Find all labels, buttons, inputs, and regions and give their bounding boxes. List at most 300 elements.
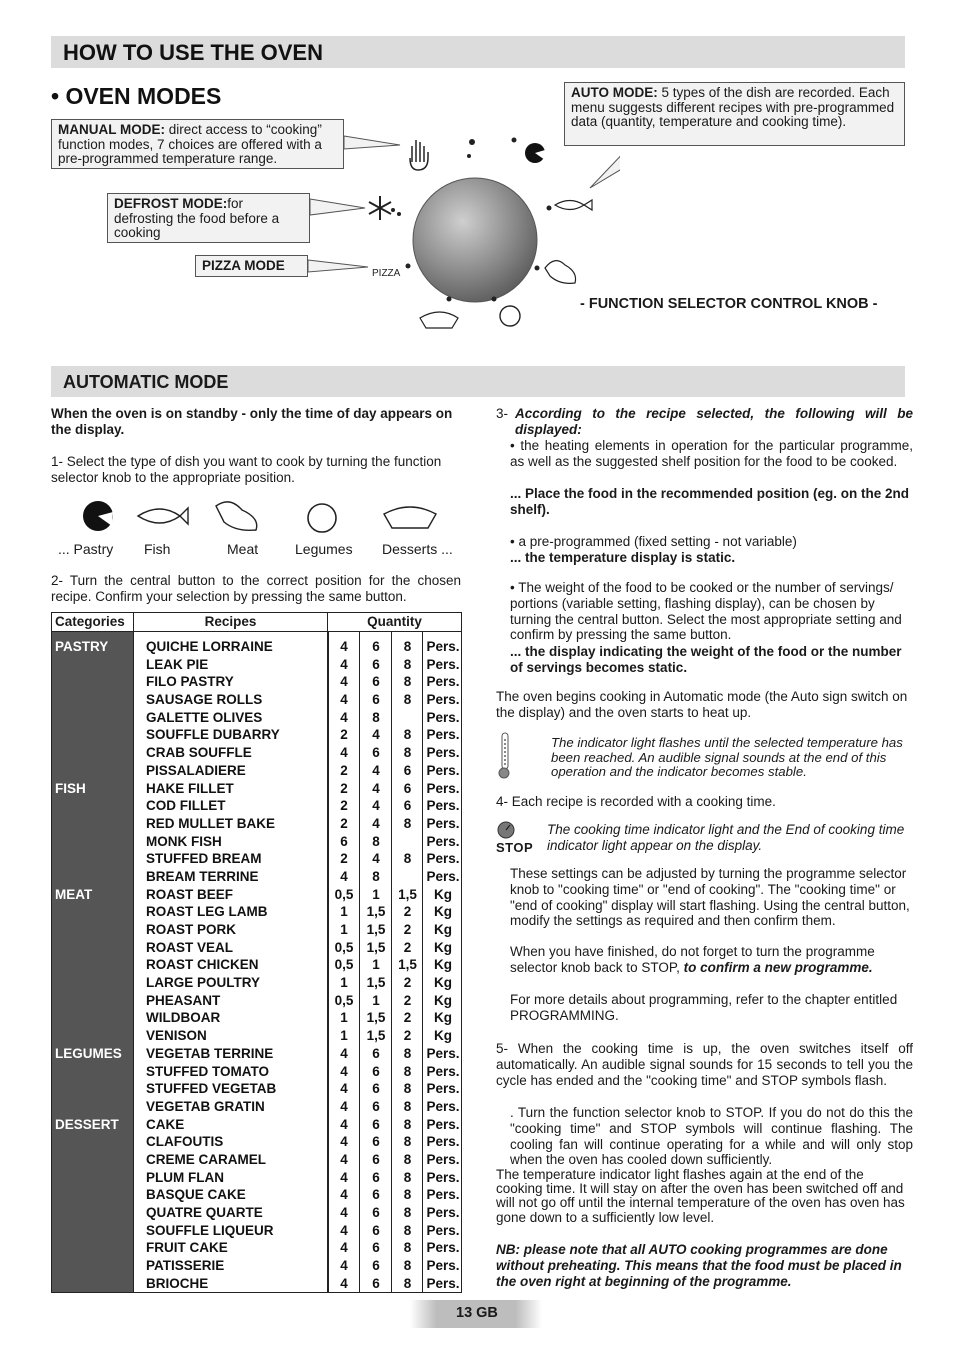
quantity-cell: 6: [372, 1116, 380, 1132]
step-3-place-food: ... Place the food in the recommended position (eg. on the 2nd shelf).: [510, 486, 910, 517]
table-row: [52, 815, 462, 833]
dessert-icon: [420, 312, 458, 328]
recipe-cell: PHEASANT: [146, 992, 221, 1008]
defrost-pointer: [310, 199, 365, 215]
quantity-cell: 8: [403, 1258, 412, 1274]
manual-pointer: [344, 136, 400, 149]
recipe-cell: RED MULLET BAKE: [146, 815, 275, 831]
category-cell: [52, 1133, 134, 1151]
table-row: [52, 1027, 462, 1045]
category-cell: [52, 744, 134, 762]
position-dot: [391, 208, 395, 212]
table-row: [52, 1257, 462, 1275]
quantity-cell: 6: [372, 1151, 380, 1167]
recipe-cell: CLAFOUTIS: [146, 1134, 224, 1150]
recipe-cell: PLUM FLAN: [146, 1169, 224, 1185]
unit-cell: Pers.: [426, 727, 460, 743]
oven-begins-text: The oven begins cooking in Automatic mode (the Auto sign switch on the display) and the oven starts to heat up.: [496, 689, 908, 720]
category-cell: [52, 1204, 134, 1222]
quantity-cell: 1: [372, 992, 380, 1008]
quantity-cell: 1: [372, 886, 380, 902]
category-cell: [52, 815, 134, 833]
category-cell: [52, 1063, 134, 1081]
unit-cell: Pers.: [426, 656, 460, 672]
recipe-cell: PATISSERIE: [146, 1258, 225, 1274]
table-row: [52, 850, 462, 868]
quantity-cell: 4: [340, 1098, 348, 1114]
quantity-cell: 6: [372, 674, 380, 690]
recipe-cell: COD FILLET: [146, 798, 226, 814]
quantity-cell: 6: [403, 798, 412, 814]
category-cell: [52, 1080, 134, 1098]
thermometer-icon: [494, 731, 516, 781]
table-row: [52, 974, 462, 992]
meat-icon: [216, 502, 257, 530]
unit-cell: Pers.: [426, 692, 460, 708]
category-cell: [52, 1257, 134, 1275]
quantity-cell: 8: [403, 727, 412, 743]
quantity-cell: 8: [403, 1205, 412, 1220]
quantity-cell: 4: [340, 868, 348, 884]
quantity-cell: 1,5: [366, 922, 386, 937]
table-row: [52, 1186, 462, 1204]
table-row: [52, 691, 462, 709]
header-quantity: Quantity: [367, 614, 422, 629]
quantity-cell: 2: [403, 904, 412, 920]
quantity-cell: 1,5: [366, 939, 386, 955]
category-cell: [52, 1169, 134, 1187]
table-row: [52, 956, 462, 974]
recipe-cell: LEAK PIE: [146, 656, 209, 672]
category-cell: [52, 1222, 134, 1240]
table-row: [52, 656, 462, 674]
quantity-cell: 8: [403, 1275, 412, 1291]
position-dot: [547, 206, 552, 211]
category-cell: [52, 1186, 134, 1204]
table-row: [52, 1151, 462, 1169]
unit-cell: Pers.: [426, 1205, 460, 1220]
table-row: [52, 780, 462, 798]
category-cell: [52, 992, 134, 1010]
unit-cell: Pers.: [426, 1275, 460, 1291]
table-row: [52, 939, 462, 957]
quantity-cell: 4: [340, 1240, 348, 1256]
recipe-cell: QUATRE QUARTE: [146, 1205, 263, 1220]
function-selector-knob-diagram: [300, 120, 620, 340]
quantity-cell: 4: [340, 1205, 348, 1220]
table-row: [52, 762, 462, 780]
recipe-cell: VENISON: [146, 1028, 207, 1044]
category-cell: [52, 974, 134, 992]
finished-text-emph: to confirm a new programme.: [683, 959, 873, 975]
position-dot: [447, 297, 452, 302]
nb-note: NB: please note that all AUTO cooking programmes are done without preheating. This means that the food must be placed in the oven right at beginning of the programme.: [496, 1242, 902, 1289]
table-row: [52, 1275, 462, 1293]
unit-cell: Kg: [434, 922, 452, 937]
unit-cell: Pers.: [426, 1169, 460, 1185]
quantity-cell: 8: [372, 709, 380, 725]
quantity-cell: [392, 709, 423, 727]
quantity-cell: 4: [340, 1134, 348, 1150]
unit-cell: Kg: [434, 992, 452, 1008]
quantity-cell: 2: [340, 727, 348, 743]
unit-cell: Kg: [434, 904, 452, 920]
category-cell: DESSERT: [55, 1116, 119, 1132]
position-dot: [406, 264, 411, 269]
quantity-cell: 4: [372, 727, 380, 743]
quantity-cell: 6: [372, 1169, 380, 1185]
auto-mode-label: AUTO MODE:: [571, 85, 658, 100]
stop-note: The cooking time indicator light and the End of cooking time indicator light appear on the display.: [547, 822, 905, 853]
quantity-cell: 6: [372, 1045, 380, 1061]
step-2: 2- Turn the central button to the correct position for the chosen recipe. Confirm your selection by pressing the same button.: [51, 573, 461, 604]
header-recipes: Recipes: [134, 613, 328, 631]
unit-cell: Kg: [434, 1028, 452, 1044]
quantity-cell: 1,5: [398, 957, 417, 973]
snowflake-icon: [369, 196, 391, 220]
category-cell: PASTRY: [55, 639, 109, 654]
quantity-cell: [392, 833, 423, 851]
manual-mode-label: MANUAL MODE:: [58, 122, 165, 137]
table-row: [52, 673, 462, 691]
unit-cell: Pers.: [426, 1045, 460, 1061]
unit-cell: Pers.: [426, 1098, 460, 1114]
position-dot: [469, 139, 475, 145]
quantity-cell: 1: [340, 1010, 348, 1026]
category-cell: [52, 726, 134, 744]
quantity-cell: 6: [372, 1187, 380, 1203]
category-cell: [52, 903, 134, 921]
step-5-temperature-light: The temperature indicator light flashes again at the end of the cooking time. It will stay on after the oven has been switched off and will not go off until the internal temperature of the oven has oven has gone down to a sufficiently low level.: [496, 1167, 905, 1225]
recipe-cell: BREAM TERRINE: [146, 868, 259, 884]
manual-mode-text: direct access to “cooking” function modes, 7 choices are offered with a pre-programmed temperature range.: [58, 122, 322, 166]
step-3-preprogrammed: • a pre-programmed (fixed setting - not variable): [510, 534, 797, 549]
category-cell: [52, 850, 134, 868]
quantity-cell: 4: [340, 1116, 348, 1132]
cooking-time-indicator-icon: [496, 820, 516, 840]
unit-cell: Kg: [434, 957, 452, 973]
quantity-cell: 8: [403, 851, 412, 867]
table-row: [52, 744, 462, 762]
table-row: [52, 709, 462, 727]
header-categories: Categories: [52, 613, 134, 631]
finished-text: [510, 944, 913, 976]
quantity-cell: 1,5: [366, 904, 386, 920]
finished-text-main: When you have finished, do not forget to turn the programme selector knob back to STOP,: [510, 944, 875, 975]
unit-cell: Pers.: [426, 1258, 460, 1274]
unit-cell: Pers.: [426, 1116, 460, 1132]
table-row: [52, 1169, 462, 1187]
auto-pointer: [590, 146, 620, 188]
recipe-cell: WILDBOAR: [146, 1010, 221, 1026]
position-dot: [397, 212, 401, 216]
table-row: [52, 1239, 462, 1257]
category-cell: [52, 709, 134, 727]
quantity-cell: 6: [372, 1081, 380, 1097]
step-3-heating: • the heating elements in operation for the particular programme, as well as the suggested shelf position for the food to be cooked.: [510, 438, 913, 469]
table-row: [52, 1080, 462, 1098]
step-5: 5- When the cooking time is up, the oven switches itself off automatically. An audible signal sounds for 15 seconds to tell you the cycle has ended and the "cooking time" and STOP symbols flash.: [496, 1041, 913, 1088]
adjust-settings-text: These settings can be adjusted by turning the programme selector knob to "cooking time" or "end of cooking". The "cooking time" or "end of cooking" display will start flashing. Using the central button, modify the settings as required and then confirm them.: [510, 866, 910, 929]
defrost-mode-label: DEFROST MODE:: [114, 196, 228, 211]
recipe-cell: MONK FISH: [146, 833, 222, 849]
category-cell: [52, 1098, 134, 1116]
quantity-cell: 2: [340, 762, 348, 778]
table-row: [52, 868, 462, 886]
pizza-pointer: [308, 260, 368, 272]
quantity-cell: 4: [372, 780, 380, 796]
dessert-icon: [384, 507, 436, 528]
quantity-cell: 8: [403, 1098, 412, 1114]
table-row: [52, 638, 462, 656]
quantity-cell: 2: [340, 780, 348, 796]
quantity-cell: 6: [403, 780, 412, 796]
quantity-cell: 6: [372, 1205, 380, 1220]
category-cell: [52, 673, 134, 691]
table-row: [52, 1204, 462, 1222]
table-row: [52, 1133, 462, 1151]
quantity-cell: 2: [403, 992, 412, 1008]
page-number: 13 GB: [456, 1305, 498, 1321]
dish-label-legumes: Legumes: [295, 541, 353, 557]
quantity-cell: 8: [372, 833, 380, 849]
pizza-mode-label: PIZZA MODE: [202, 258, 285, 273]
step-3-temp-static: ... the temperature display is static.: [510, 550, 736, 565]
step-3-weight: • The weight of the food to be cooked or the number of servings/ portions (variable setting, flashing display), can be chosen by turning the central button. Select the most appropriate setting and confirm by pressing the same button.: [510, 580, 902, 643]
unit-cell: Pers.: [426, 833, 460, 849]
recipe-rows: [52, 638, 462, 1292]
unit-cell: Pers.: [426, 1151, 460, 1167]
recipe-cell: CRAB SOUFFLE: [146, 745, 252, 761]
quantity-cell: 6: [372, 1134, 380, 1150]
position-dot: [535, 266, 540, 271]
category-cell: [52, 1009, 134, 1027]
quantity-cell: 6: [372, 1098, 380, 1114]
quantity-cell: 1,5: [366, 1010, 386, 1026]
quantity-cell: 6: [372, 639, 380, 654]
quantity-cell: 6: [372, 1063, 380, 1079]
table-row: [52, 833, 462, 851]
table-row: [52, 1222, 462, 1240]
tomato-icon: [308, 504, 336, 532]
quantity-cell: 0,5: [334, 957, 354, 973]
quantity-cell: 8: [403, 1187, 412, 1203]
recipe-cell: SOUFFLE DUBARRY: [146, 727, 280, 743]
quantity-cell: 8: [403, 1169, 412, 1185]
quantity-cell: 1: [340, 904, 348, 920]
details-text: For more details about programming, refer to the chapter entitled PROGRAMMING.: [510, 992, 898, 1023]
knob-caption: - FUNCTION SELECTOR CONTROL KNOB -: [580, 296, 878, 312]
quantity-cell: 8: [403, 1045, 412, 1061]
quantity-cell: 2: [340, 851, 348, 867]
oven-modes-title: • OVEN MODES: [51, 83, 222, 109]
stop-label: STOP: [496, 840, 534, 855]
quantity-cell: 8: [403, 639, 412, 654]
indicator-light-note: The indicator light flashes until the selected temperature has been reached. An audible signal sounds at the end of this operation and the indicator becomes stable.: [551, 735, 903, 779]
quantity-cell: 6: [372, 1258, 380, 1274]
category-cell: FISH: [55, 780, 86, 796]
quantity-cell: 8: [403, 745, 412, 761]
page-title: HOW TO USE THE OVEN: [63, 40, 323, 65]
unit-cell: Pers.: [426, 1187, 460, 1203]
quantity-cell: 1: [340, 975, 348, 991]
quantity-cell: 1,5: [366, 975, 386, 991]
hand-icon: [410, 140, 428, 170]
table-row: [52, 1009, 462, 1027]
category-cell: [52, 833, 134, 851]
table-row: [52, 1116, 462, 1134]
unit-cell: Pers.: [426, 1134, 460, 1150]
table-row: [52, 1098, 462, 1116]
recipe-cell: FRUIT CAKE: [146, 1240, 228, 1256]
auto-mode-text: 5 types of the dish are recorded. Each menu suggests different recipes with pre-programmed data (quantity, temperature and cooking time).: [571, 85, 895, 129]
quantity-cell: [392, 868, 423, 886]
unit-cell: Kg: [434, 939, 452, 955]
pizza-symbol: PIZZA: [372, 268, 401, 279]
unit-cell: Pers.: [426, 1240, 460, 1256]
quantity-cell: 2: [403, 939, 412, 955]
table-row: [52, 903, 462, 921]
quantity-cell: 6: [403, 762, 412, 778]
recipe-cell: BRIOCHE: [146, 1275, 209, 1291]
recipe-cell: HAKE FILLET: [146, 780, 234, 796]
quantity-cell: 8: [403, 656, 412, 672]
recipe-cell: SOUFFLE LIQUEUR: [146, 1222, 274, 1238]
quantity-cell: 8: [403, 815, 412, 831]
recipe-cell: STUFFED TOMATO: [146, 1063, 269, 1079]
recipe-cell: FILO PASTRY: [146, 674, 234, 690]
quantity-cell: 4: [372, 851, 380, 867]
quantity-cell: 8: [403, 1240, 412, 1256]
quantity-cell: 2: [403, 1028, 412, 1044]
dish-icons-row: [60, 496, 450, 540]
standby-note: When the oven is on standby - only the time of day appears on the display.: [51, 406, 453, 437]
quantity-cell: 4: [340, 1081, 348, 1097]
knob: [413, 178, 537, 302]
table-row: [52, 797, 462, 815]
recipe-cell: SAUSAGE ROLLS: [146, 692, 263, 708]
unit-cell: Pers.: [426, 762, 460, 778]
quantity-cell: 8: [403, 674, 412, 690]
step-3-title: According to the recipe selected, the following will be displayed:: [515, 406, 913, 437]
quantity-cell: 8: [403, 1081, 412, 1097]
quantity-cell: 4: [340, 692, 348, 708]
table-row: [52, 726, 462, 744]
table-row: [52, 886, 462, 904]
unit-cell: Kg: [434, 886, 452, 902]
category-cell: MEAT: [55, 886, 93, 902]
recipe-cell: BASQUE CAKE: [146, 1187, 246, 1203]
step-1: 1- Select the type of dish you want to cook by turning the function selector knob to the appropriate position.: [51, 454, 442, 485]
quantity-cell: 4: [372, 798, 380, 814]
unit-cell: Pers.: [426, 639, 460, 654]
quantity-cell: 4: [340, 1045, 348, 1061]
category-cell: [52, 1151, 134, 1169]
table-row: [52, 921, 462, 939]
quantity-cell: 8: [372, 868, 380, 884]
step-4: 4- Each recipe is recorded with a cooking time.: [496, 794, 776, 809]
dish-label-pastry: ... Pastry: [58, 541, 114, 557]
quantity-cell: 2: [403, 922, 412, 937]
quantity-cell: 1,5: [366, 1028, 386, 1044]
defrost-mode-callout: [107, 193, 310, 243]
table-row: [52, 1063, 462, 1081]
category-cell: [52, 797, 134, 815]
quantity-cell: 8: [403, 1063, 412, 1079]
pastry-icon: [525, 143, 545, 163]
recipe-cell: CAKE: [146, 1116, 185, 1132]
category-cell: [52, 656, 134, 674]
category-cell: [52, 868, 134, 886]
recipe-table-body: [52, 632, 461, 1292]
quantity-cell: 6: [372, 656, 380, 672]
table-row: [52, 1045, 462, 1063]
quantity-cell: 8: [403, 1151, 412, 1167]
recipe-cell: CREME CARAMEL: [146, 1151, 266, 1167]
position-dot: [492, 297, 497, 302]
meat-icon: [545, 261, 576, 284]
step-5-turn-knob: . Turn the function selector knob to STOP. If you do not do this the "cooking time" and STOP symbols will continue flashing. The cooling fan will continue operating for a while and will only stop when the oven has cooled down sufficiently.: [510, 1105, 913, 1168]
recipe-cell: STUFFED BREAM: [146, 851, 262, 867]
quantity-cell: 4: [372, 762, 380, 778]
fish-icon: [555, 200, 592, 210]
step-3-number: 3-: [496, 406, 509, 421]
unit-cell: Pers.: [426, 851, 460, 867]
category-cell: [52, 1027, 134, 1045]
quantity-cell: 2: [403, 1010, 412, 1026]
quantity-cell: 4: [372, 815, 380, 831]
category-cell: [52, 691, 134, 709]
quantity-cell: 8: [403, 1222, 412, 1238]
position-dot: [512, 138, 517, 143]
quantity-cell: 8: [403, 1116, 412, 1132]
step-3-weight-static: ... the display indicating the weight of the food or the number of servings becomes static.: [510, 644, 902, 675]
category-cell: [52, 939, 134, 957]
quantity-cell: 2: [340, 798, 348, 814]
quantity-cell: 4: [340, 1151, 348, 1167]
quantity-cell: 8: [403, 692, 412, 708]
unit-cell: Pers.: [426, 1081, 460, 1097]
quantity-cell: 6: [372, 1275, 380, 1291]
pastry-icon: [83, 501, 113, 531]
unit-cell: Pers.: [426, 674, 460, 690]
recipe-cell: ROAST VEAL: [146, 939, 234, 955]
recipe-cell: VEGETAB TERRINE: [146, 1045, 274, 1061]
quantity-cell: 2: [403, 975, 412, 991]
quantity-cell: 4: [340, 656, 348, 672]
unit-cell: Pers.: [426, 745, 460, 761]
automatic-mode-title: AUTOMATIC MODE: [63, 372, 229, 392]
quantity-cell: 4: [340, 1063, 348, 1079]
quantity-cell: 4: [340, 674, 348, 690]
quantity-cell: 4: [340, 745, 348, 761]
quantity-cell: 1: [372, 957, 380, 973]
quantity-cell: 4: [340, 1187, 348, 1203]
quantity-cell: 1,5: [398, 886, 417, 902]
unit-cell: Pers.: [426, 815, 460, 831]
dish-label-fish: Fish: [144, 541, 171, 557]
pizza-mode-callout: [195, 255, 308, 277]
quantity-cell: 1: [340, 922, 348, 937]
dish-label-meat: Meat: [227, 541, 259, 557]
recipe-cell: LARGE POULTRY: [146, 975, 260, 991]
fish-icon: [138, 508, 188, 524]
unit-cell: Pers.: [426, 1222, 460, 1238]
category-cell: [52, 1275, 134, 1293]
quantity-cell: 1: [340, 1028, 348, 1044]
unit-cell: Kg: [434, 975, 452, 991]
unit-cell: Pers.: [426, 798, 460, 814]
